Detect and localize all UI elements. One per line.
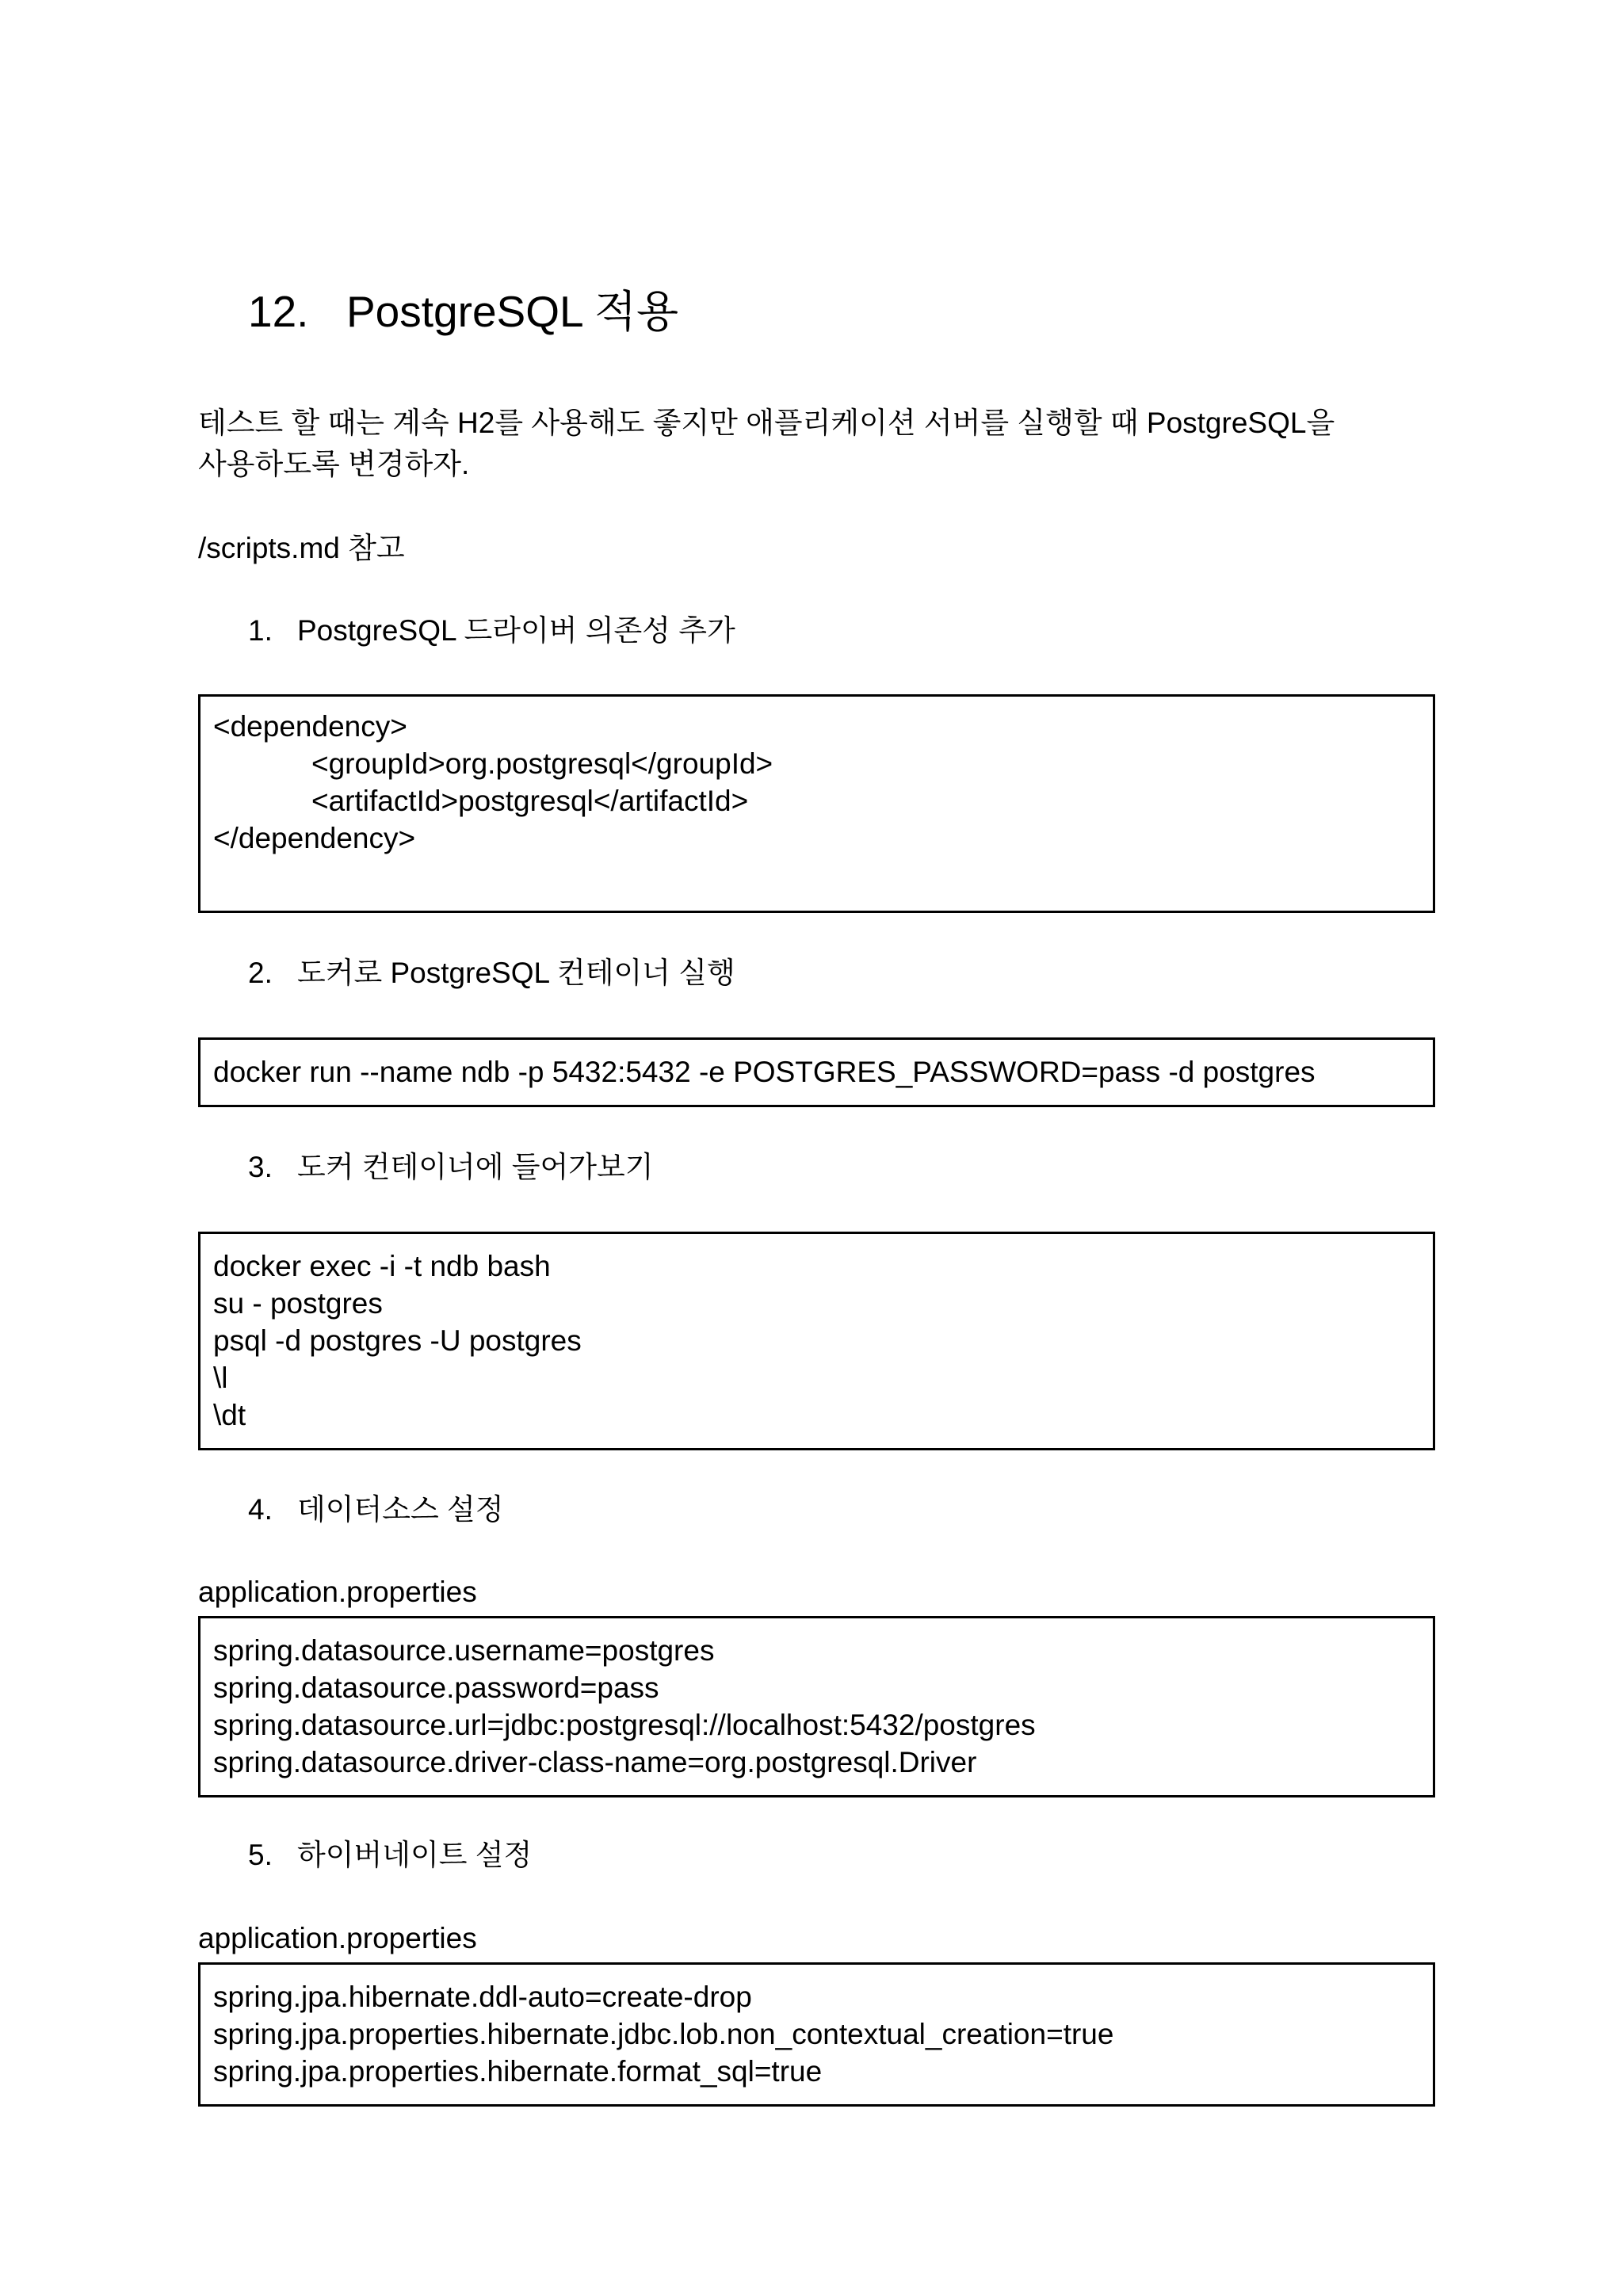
step-4-label: 데이터소스 설정 [297,1493,504,1526]
code-block-docker-run [198,1037,1435,1107]
step-1-label: PostgreSQL 드라이버 의존성 추가 [297,614,735,647]
step-5-label: 하이버네이트 설정 [297,1839,533,1871]
page-title-text: PostgreSQL 적용 [346,287,679,336]
code-line: <artifactId>postgresql</artifactId> [311,785,749,817]
step-4-file-label: application.properties [198,1576,477,1608]
page-title-number: 12. [248,287,309,336]
code-line: spring.jpa.properties.hibernate.jdbc.lob.non_contextual_creation=true [213,2018,1114,2050]
step-5-heading [248,1834,532,1877]
code-block-dependency [198,694,1435,913]
code-block-hibernate [198,1962,1435,2107]
step-4-heading [248,1488,503,1531]
reference-note: /scripts.md 참고 [198,532,405,564]
step-2-heading [248,952,735,995]
code-line: docker exec -i -t ndb bash [213,1250,551,1282]
code-line: spring.datasource.username=postgres [213,1634,715,1667]
code-line: su - postgres [213,1287,383,1320]
page-title [248,284,678,339]
step-5-file-label: application.properties [198,1922,477,1954]
code-line: \l [213,1362,228,1394]
step-3-number: 3. [248,1151,273,1183]
code-line: spring.jpa.hibernate.ddl-auto=create-drop [213,1981,752,2013]
step-1-number: 1. [248,614,273,647]
step-2-number: 2. [248,957,273,989]
code-line: \dt [213,1399,246,1431]
code-line: <dependency> [213,710,407,743]
code-line: <groupId>org.postgresql</groupId> [311,747,773,780]
code-line: spring.jpa.properties.hibernate.format_sql=true [213,2055,823,2088]
code-line: spring.datasource.password=pass [213,1671,659,1704]
code-line: docker run --name ndb -p 5432:5432 -e POSTGRES_PASSWORD=pass -d postgres [213,1056,1316,1088]
step-2-label: 도커로 PostgreSQL 컨테이너 실행 [297,957,735,989]
step-4-number: 4. [248,1493,273,1526]
code-line: psql -d postgres -U postgres [213,1324,582,1357]
intro-line-2: 사용하도록 변경하자. [198,448,470,480]
code-line: spring.datasource.url=jdbc:postgresql://localhost:5432/postgres [213,1709,1036,1741]
step-3-label: 도커 컨테이너에 들어가보기 [297,1151,654,1183]
code-block-docker-exec [198,1232,1435,1450]
intro-line-1: 테스트 할 때는 계속 H2를 사용해도 좋지만 애플리케이션 서버를 실행할 때 PostgreSQL을 [198,407,1335,439]
code-line: spring.datasource.driver-class-name=org.postgresql.Driver [213,1746,977,1778]
step-3-heading [248,1146,653,1189]
code-line: </dependency> [213,822,416,854]
code-block-datasource [198,1616,1435,1797]
step-1-heading [248,609,735,652]
step-5-number: 5. [248,1839,273,1871]
